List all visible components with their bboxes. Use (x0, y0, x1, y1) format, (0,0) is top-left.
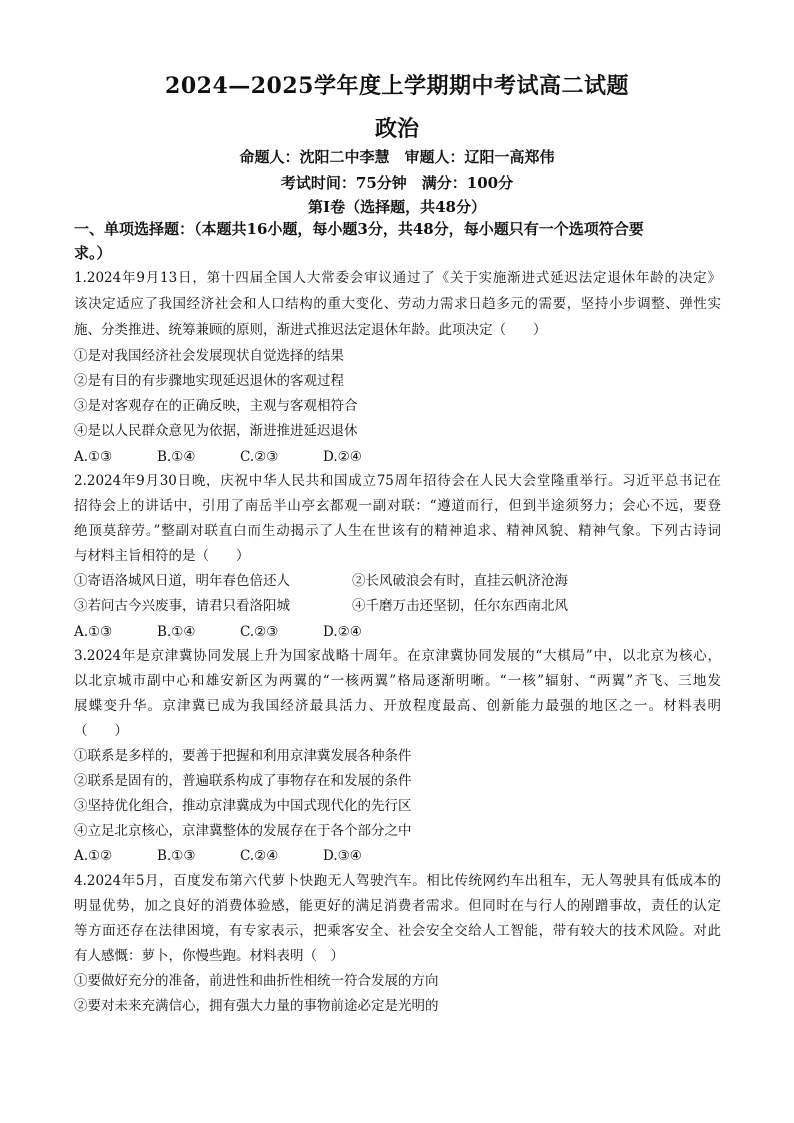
question-1-choice-a: A.①③ (74, 449, 113, 465)
question-2-item-2: ②长风破浪会有时，直挂云帆济沧海 (352, 573, 568, 589)
question-1-choice-d: D.②④ (323, 449, 362, 465)
question-3-item-3: ③坚持优化组合，推动京津冀成为中国式现代化的先行区 (74, 798, 412, 814)
question-3-stem-line4: （ ） (74, 723, 128, 739)
question-3-choice-a: A.①② (74, 848, 113, 864)
section-heading-line2: 求。） (74, 244, 112, 262)
question-1-stem-line3: 施、分类推进、统筹兼顾的原则，渐进式推迟法定退休年龄。此项决定（ ） (74, 322, 547, 338)
question-1-item-4: ④是以人民群众意见为依据，渐进推进延迟退休 (74, 423, 358, 439)
question-1-choice-c: C.②③ (240, 449, 279, 465)
subject-title: 政治 (374, 116, 419, 142)
question-2-stem-line2: 招待会上的讲话中，引用了南岳半山亭玄都观一副对联：“遵道而行，但到半途须努力；会心不远，要登 (74, 498, 721, 514)
question-3-item-1: ①联系是多样的，要善于把握和利用京津冀发展各种条件 (74, 748, 412, 764)
question-1-stem-line1: 1.2024年9月13日，第十四届全国人大常委会审议通过了《关于实施渐进式延迟法定退休年龄的决定》 (74, 270, 721, 286)
part-heading: 第I卷（选择题，共48分） (308, 198, 486, 216)
question-2-item-4: ④千磨万击还坚韧，任尔东西南北风 (352, 598, 568, 614)
exam-time-line: 考试时间：75分钟 满分：100分 (280, 174, 514, 192)
question-1-choice-b: B.①④ (157, 449, 196, 465)
question-3-item-4: ④立足北京核心，京津冀整体的发展存在于各个部分之中 (74, 823, 412, 839)
question-1-item-3: ③是对客观存在的正确反映，主观与客观相符合 (74, 398, 358, 414)
question-4-stem-line2: 明显优势，加之良好的消费体验感，能更好的满足消费者需求。但同时在与行人的剐蹭事故，责任的认定 (74, 898, 721, 914)
question-4-stem-line3: 等方面还存在法律困境，有专家表示，把乘客安全、社会安全交给人工智能，带有较大的技术风险。对此 (74, 923, 721, 939)
authors-line: 命题人：沈阳二中李慧 审题人：辽阳一高郑伟 (239, 148, 555, 166)
question-2-item-3: ③若问古今兴废事，请君只看洛阳城 (74, 598, 290, 614)
question-2-stem-line1: 2.2024年9月30日晚，庆祝中华人民共和国成立75周年招待会在人民大会堂隆重举行。习近平总书记在 (74, 473, 721, 489)
question-1-item-2: ②是有目的有步骤地实现延迟退休的客观过程 (74, 373, 344, 389)
question-2-choice-d: D.②④ (323, 624, 362, 640)
question-2-choice-b: B.①④ (157, 624, 196, 640)
question-1-stem-line2: 该决定适应了我国经济社会和人口结构的重大变化、劳动力需求日趋多元的需要，坚持小步调整、弹性实 (74, 296, 721, 312)
question-3-stem-line3: 展蝶变升华。京津冀已成为我国经济最具活力、开放程度最高、创新能力最强的地区之一。材料表明 (74, 698, 721, 714)
section-heading-line1: 一、单项选择题：（本题共16小题，每小题3分，共48分，每小题只有一个选项符合要 (74, 220, 644, 238)
question-1-item-1: ①是对我国经济社会发展现状自觉选择的结果 (74, 348, 344, 364)
question-4-item-2: ②要对未来充满信心，拥有强大力量的事物前途必定是光明的 (74, 998, 439, 1014)
question-4-stem-line4: 有人感慨：萝卜，你慢些跑。材料表明（ ） (74, 948, 344, 964)
question-4-item-1: ①要做好充分的准备，前进性和曲折性相统一符合发展的方向 (74, 973, 439, 989)
exam-title: 2024—2025学年度上学期期中考试高二试题 (165, 73, 629, 99)
question-2-item-1: ①寄语洛城风日道，明年春色倍还人 (74, 573, 290, 589)
question-3-choice-d: D.③④ (323, 848, 362, 864)
question-3-stem-line2: 以北京城市副中心和雄安新区为两翼的“一核两翼”格局逐渐明晰。“一核”辐射、“两翼”齐飞、三地发 (74, 673, 721, 689)
question-3-choice-b: B.①③ (157, 848, 196, 864)
question-3-choice-c: C.②④ (240, 848, 279, 864)
question-2-stem-line4: 与材料主旨相符的是（ ） (74, 548, 250, 564)
question-3-stem-line1: 3.2024年是京津冀协同发展上升为国家战略十周年。在京津冀协同发展的“大棋局”中，以北京为核心， (74, 648, 721, 664)
question-4-stem-line1: 4.2024年5月，百度发布第六代萝卜快跑无人驾驶汽车。相比传统网约车出租车，无人驾驶具有低成本的 (74, 873, 721, 889)
question-2-choice-c: C.②③ (240, 624, 279, 640)
question-2-stem-line3: 绝顶莫辞劳。”整副对联直白而生动揭示了人生在世该有的精神追求、精神风貌、精神气象。下列古诗词 (74, 523, 721, 539)
question-2-choice-a: A.①③ (74, 624, 113, 640)
question-3-item-2: ②联系是固有的，普遍联系构成了事物存在和发展的条件 (74, 773, 412, 789)
